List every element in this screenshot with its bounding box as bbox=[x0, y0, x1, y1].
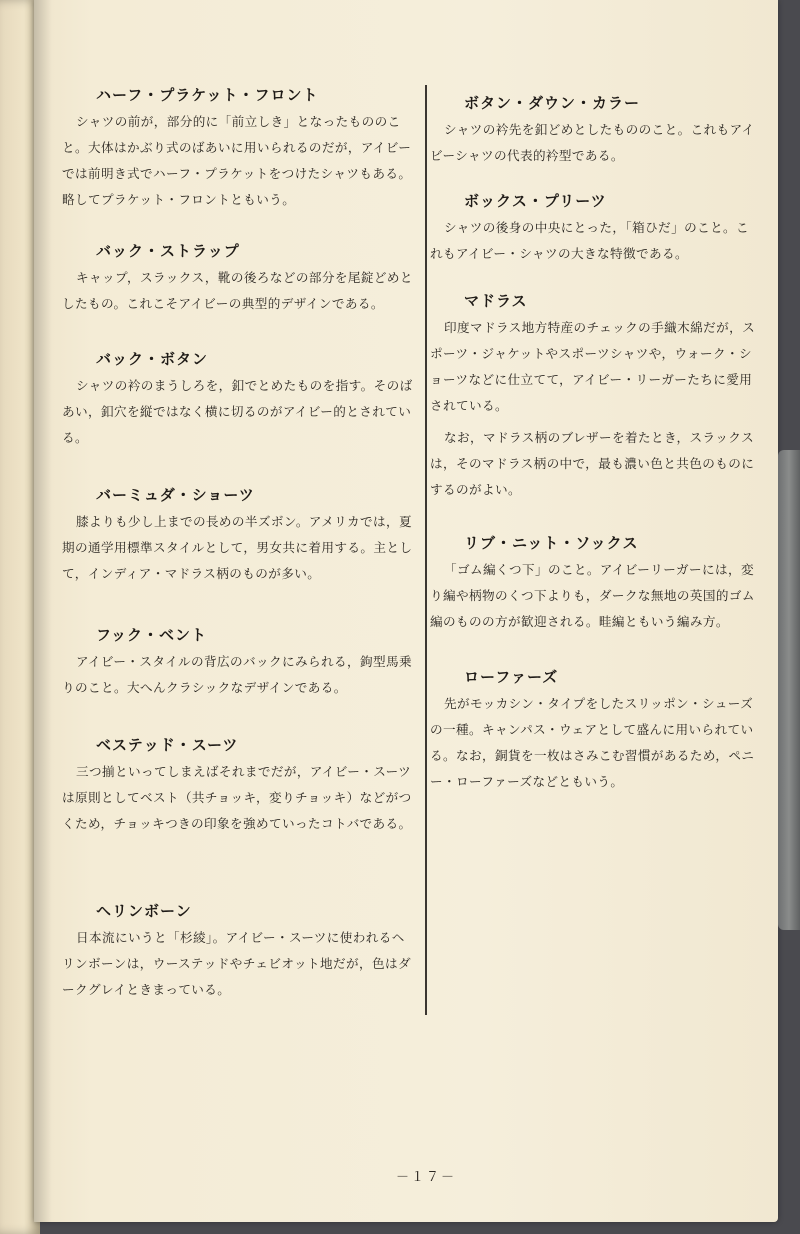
entry-text: シャツの前が，部分的に「前立しき」となったもののこと。大体はかぶり式のばあいに用いられるのだが，アイビーでは前明き式でハーフ・プラケットをつけたシャツもある。略してプラケット・フロントともいう。 bbox=[62, 114, 412, 207]
entry-text: 膝よりも少し上までの長めの半ズボン。アメリカでは，夏期の通学用標準スタイルとして，男女共に着用する。主として，インディア・マドラス柄のものが多い。 bbox=[62, 514, 413, 581]
entry-text: 日本流にいうと「杉綾」。アイビー・スーツに使われるヘリンボーンは，ウーステッドやチェビオット地だが，色はダークグレイときまっている。 bbox=[62, 930, 411, 997]
entry-title: ボタン・ダウン・カラー bbox=[464, 94, 641, 112]
entry-title: バック・ストラップ bbox=[96, 242, 240, 260]
entry-title: フック・ベント bbox=[96, 626, 207, 644]
entry-text: 印度マドラス地方特産のチェックの手織木綿だが，スポーツ・ジャケットやスポーツシャツや，ウォーク・ショーツなどに仕立てて，アイビー・リーガーたちに愛用されている。 bbox=[430, 320, 756, 413]
glossary-entry bbox=[62, 624, 414, 701]
entry-text: アイビー・スタイルの背広のバックにみられる，鉤型馬乗りのこと。大へんクラシックなデザインである。 bbox=[62, 654, 412, 695]
page-number: －１７－ bbox=[396, 1170, 457, 1185]
glossary-entry bbox=[430, 532, 760, 635]
entry-title: リブ・ニット・ソックス bbox=[464, 534, 639, 552]
glossary-entry bbox=[430, 92, 760, 169]
entry-title: マドラス bbox=[464, 292, 528, 310]
entry-title: ヘリンボーン bbox=[96, 902, 192, 920]
entry-text: なお，マドラス柄のブレザーを着たとき，スラックスは，そのマドラス柄の中で，最も濃い色と共色のものにするのがよい。 bbox=[430, 430, 755, 497]
folder-cover-edge bbox=[778, 450, 800, 930]
entry-text: シャツの衿先を釦どめとしたもののこと。これもアイビーシャツの代表的衿型である。 bbox=[430, 122, 755, 163]
glossary-entry bbox=[62, 900, 414, 1003]
glossary-entry bbox=[62, 484, 414, 587]
entry-text: キャップ，スラックス，靴の後ろなどの部分を尾錠どめとしたもの。これこそアイビーの典型的デザインである。 bbox=[62, 270, 413, 311]
glossary-entry bbox=[62, 734, 414, 837]
entry-text: シャツの衿のまうしろを，釦でとめたものを指す。そのばあい，釦穴を縦ではなく横に切るのがアイビー的とされている。 bbox=[62, 378, 413, 445]
glossary-entry bbox=[430, 666, 760, 795]
column-divider bbox=[425, 85, 427, 1015]
entry-text: 「ゴム編くつ下」のこと。アイビーリーガーには，変り編や柄物のくつ下よりも，ダークな無地の英国的ゴム編のものの方が歓迎される。畦編ともいう編み方。 bbox=[430, 562, 755, 629]
spine-shadow bbox=[34, 0, 52, 1222]
entry-text: 先がモッカシン・タイプをしたスリッポン・シューズの一種。キャンパス・ウェアとして盛んに用いられている。なお，銅貨を一枚はさみこむ習慣があるため，ペニー・ローファーズなどともいう。 bbox=[430, 696, 755, 789]
entry-title: バーミュダ・ショーツ bbox=[96, 486, 255, 504]
glossary-entry bbox=[62, 348, 414, 451]
entry-text: シャツの後身の中央にとった，「箱ひだ」のこと。これもアイビー・シャツの大きな特徴である。 bbox=[430, 220, 750, 261]
glossary-entry bbox=[430, 190, 760, 267]
glossary-entry bbox=[430, 290, 760, 503]
entry-title: ボックス・プリーツ bbox=[464, 192, 607, 210]
entry-text: 三つ揃といってしまえばそれまでだが，アイビー・スーツは原則としてベスト（共チョッキ，変りチョッキ）などがつくため，チョッキつきの印象を強めていったコトバである。 bbox=[62, 764, 412, 831]
glossary-entry bbox=[62, 240, 414, 317]
entry-title: ハーフ・プラケット・フロント bbox=[96, 86, 319, 104]
entry-title: バック・ボタン bbox=[96, 350, 209, 368]
glossary-entry bbox=[62, 84, 414, 213]
entry-title: ローファーズ bbox=[464, 668, 559, 686]
entry-title: ベステッド・スーツ bbox=[96, 736, 239, 754]
